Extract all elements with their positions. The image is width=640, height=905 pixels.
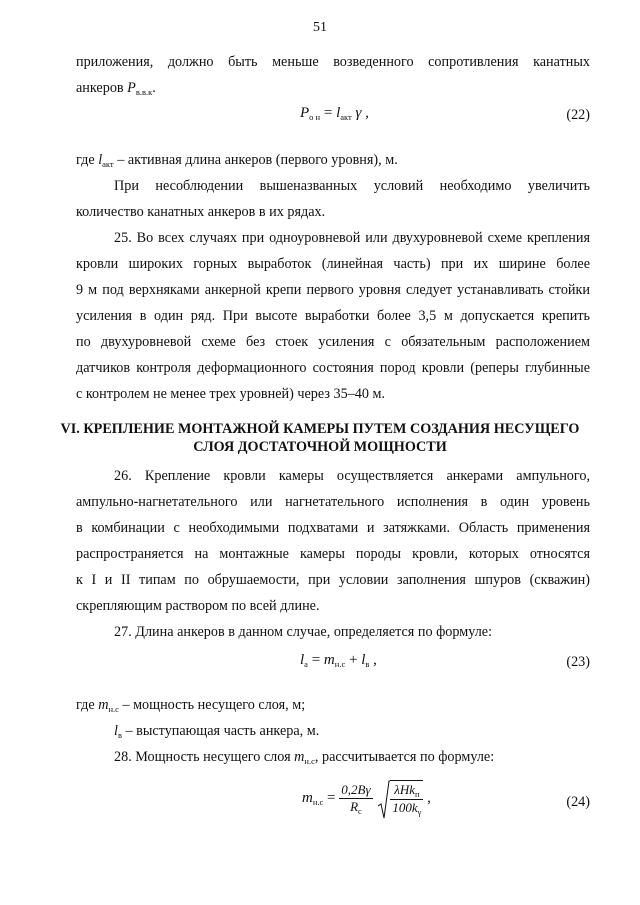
paragraph-line — [76, 78, 590, 102]
variable: m — [302, 789, 313, 806]
subscript: в — [365, 659, 370, 669]
variable: γ , — [351, 105, 369, 121]
paragraph-line: скрепляющим раствором по всей длине. — [76, 598, 320, 614]
text: где — [76, 697, 99, 713]
text: 28. Мощность несущего слоя — [114, 749, 295, 765]
formula-number: (23) — [566, 654, 590, 670]
text: где — [76, 152, 99, 168]
paragraph-line — [76, 695, 590, 719]
subscript: акт — [102, 159, 114, 169]
variable: λHk — [394, 782, 415, 797]
variable: P — [300, 105, 310, 121]
subscript: γ — [417, 807, 422, 817]
paragraph-line: усиления в один ряд. При высоте выработки более 3,5 м допускается крепить — [76, 308, 590, 324]
operator: = — [323, 789, 340, 806]
paragraph-line: 9 м под верхняками анкерной крепи первого уровня следует устанавливать стойки — [76, 282, 590, 298]
variable: l — [336, 105, 341, 121]
page-number: 51 — [313, 20, 327, 35]
paragraph-line — [114, 721, 590, 745]
formula-number: (22) — [566, 107, 590, 123]
subscript: н.с — [334, 659, 346, 669]
fraction-numerator: 0,2Bγ — [341, 781, 371, 797]
paragraph-line: 27. Длина анкеров в данном случае, определяется по формуле: — [114, 624, 493, 640]
paragraph-line: ампульно-нагнетательного или нагнетательного исполнения в один уровень — [76, 494, 590, 510]
text: – выступающая часть анкера, м. — [121, 723, 320, 739]
formula-22 — [0, 105, 640, 145]
paragraph-line — [114, 747, 590, 771]
paragraph-line: При несоблюдении вышеназванных условий необходимо увеличить — [114, 178, 590, 194]
paragraph-line: 25. Во всех случаях при одноуровневой или двухуровневой схеме крепления — [114, 230, 590, 246]
subscript: а — [304, 659, 308, 669]
formula-23 — [0, 650, 640, 690]
variable: l — [98, 152, 103, 168]
paragraph-line: в комбинации с необходимыми подхватами и затяжками. Область применения — [76, 520, 590, 536]
operator: + — [345, 652, 362, 668]
paragraph-line: по двухуровневой схеме без стоек усиления с обязательным расположением — [76, 334, 590, 350]
operator: = — [307, 652, 324, 668]
subscript: в.в.к — [135, 87, 153, 97]
text: – мощность несущего слоя, м; — [118, 697, 306, 713]
paragraph-line: количество канатных анкеров в их рядах. — [76, 204, 326, 220]
variable: m — [98, 697, 109, 713]
subscript: с — [358, 805, 362, 816]
subscript: о н — [309, 112, 321, 122]
formula-expression — [300, 652, 377, 669]
subscript: н.с — [312, 796, 324, 807]
fraction-denominator — [390, 800, 423, 817]
formula-expression — [302, 780, 431, 817]
section-heading: СЛОЯ ДОСТАТОЧНОЙ МОЩНОСТИ — [193, 439, 447, 455]
paragraph-line — [76, 150, 590, 174]
variable: l — [114, 723, 118, 739]
text: . — [152, 80, 156, 96]
fraction-numerator — [390, 782, 423, 800]
subscript: в — [117, 730, 122, 740]
subscript: н.с — [304, 756, 315, 766]
fraction — [339, 782, 372, 816]
fraction — [390, 782, 423, 817]
variable: R — [350, 798, 359, 814]
paragraph-line: кровли широких горных выработок (линейная часть) при их ширине более — [76, 256, 590, 272]
formula-number: (24) — [566, 794, 590, 810]
text: анкеров — [76, 80, 128, 96]
variable: m — [323, 652, 335, 668]
paragraph-line: к I и II типам по обрушаемости, при условии заполнения шпуров (скважин) — [76, 572, 590, 588]
subscript: н.с — [108, 704, 119, 714]
formula-expression — [300, 105, 369, 122]
radicand — [390, 780, 423, 817]
variable: 100k — [392, 800, 418, 815]
variable: l — [300, 652, 305, 668]
punctuation: , — [423, 789, 431, 806]
paragraph-line: распространяется на монтажные камеры породы кровли, которых относятся — [76, 546, 590, 562]
fraction-denominator — [339, 799, 372, 816]
text: , рассчитывается по формуле: — [314, 749, 495, 765]
section-heading: VI. КРЕПЛЕНИЕ МОНТАЖНОЙ КАМЕРЫ ПУТЕМ СОЗДАНИЯ НЕСУЩЕГО — [60, 421, 580, 437]
variable: P — [127, 80, 136, 96]
operator: = — [320, 105, 337, 121]
formula-24 — [0, 780, 640, 840]
radical-sign-icon — [378, 780, 390, 820]
variable: m — [294, 749, 305, 765]
punctuation: , — [369, 652, 377, 668]
paragraph-line: датчиков контроля деформационного состояния пород кровли (реперы глубинные — [76, 360, 590, 376]
paragraph-line: с контролем не менее трех уровней) через 35–40 м. — [76, 386, 386, 402]
paragraph-line: 26. Крепление кровли камеры осуществляется анкерами ампульного, — [114, 468, 590, 484]
square-root — [378, 780, 423, 817]
text: – активная длина анкеров (первого уровня), м. — [113, 152, 398, 168]
paragraph-line: приложения, должно быть меньше возведенного сопротивления канатных — [76, 54, 590, 70]
subscript: акт — [340, 112, 352, 122]
subscript: п — [414, 789, 420, 799]
variable: l — [361, 652, 366, 668]
